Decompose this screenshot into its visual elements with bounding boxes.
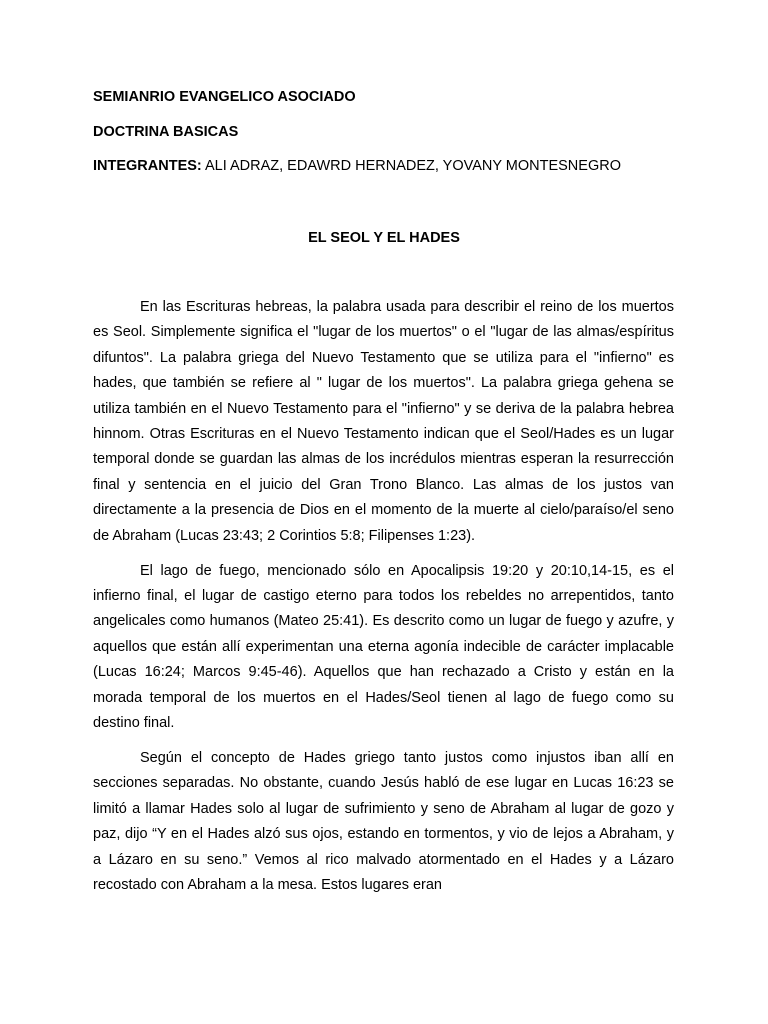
paragraph-lake-of-fire: El lago de fuego, mencionado sólo en Apocalipsis 19:20 y 20:10,14-15, es el infierno final, el lugar de castigo eterno para todos los rebeldes no arrepentidos, tanto angelicales como humanos (Mateo 25:41). Es descrito como un lugar de fuego y azufre, y aquellos que están allí experimentan una eterna agonía indecible de carácter implacable (Lucas 16:24; Marcos 9:45-46). Aquellos que han rechazado a Cristo y están en la morada temporal de los muertos en el Hades/Seol tienen al lago de fuego como su destino final. [93, 562, 674, 731]
course-name: DOCTRINA BASICAS [93, 124, 239, 140]
document-title-row [0, 229, 768, 247]
paragraph-greek-hades: Según el concepto de Hades griego tanto justos como injustos iban allí en secciones separadas. No obstante, cuando Jesús habló de ese lugar en Lucas 16:23 se limitó a llamar Hades solo al lugar de sufrimiento y seno de Abraham al lugar de gozo y paz, dijo “Y en el Hades alzó sus ojos, estando en tormentos, y vio de lejos a Abraham, y a Lázaro en su seno.” Vemos al rico malvado atormentado en el Hades y a Lázaro recostado con Abraham a la mesa. Estos lugares eran [93, 749, 674, 893]
members-names: ALI ADRAZ, EDAWRD HERNADEZ, YOVANY MONTESNEGRO [201, 158, 621, 174]
members-label: INTEGRANTES: [93, 158, 202, 174]
paragraph-seol: En las Escrituras hebreas, la palabra usada para describir el reino de los muertos es Seol. Simplemente significa el "lugar de los muertos" o el "lugar de las almas/espíritus difuntos". La palabra griega del Nuevo Testamento que se utiliza para el "infierno" es hades, que también se refiere al " lugar de los muertos". La palabra griega gehena se utiliza también en el Nuevo Testamento para el "infierno" y se deriva de la palabra hebrea hinnom. Otras Escrituras en el Nuevo Testamento indican que el Seol/Hades es un lugar temporal donde se guardan las almas de los incrédulos mientras esperan la resurrección final y sentencia en el juicio del Gran Trono Blanco. Las almas de los justos van directamente a la presencia de Dios en el momento de la muerte al cielo/paraíso/el seno de Abraham (Lucas 23:43; 2 Corintios 5:8; Filipenses 1:23). [93, 299, 674, 544]
seminary-name: SEMIANRIO EVANGELICO ASOCIADO [93, 89, 356, 105]
document-title: EL SEOL Y EL HADES [308, 230, 460, 246]
members-line [93, 157, 621, 175]
document-body [93, 295, 674, 908]
